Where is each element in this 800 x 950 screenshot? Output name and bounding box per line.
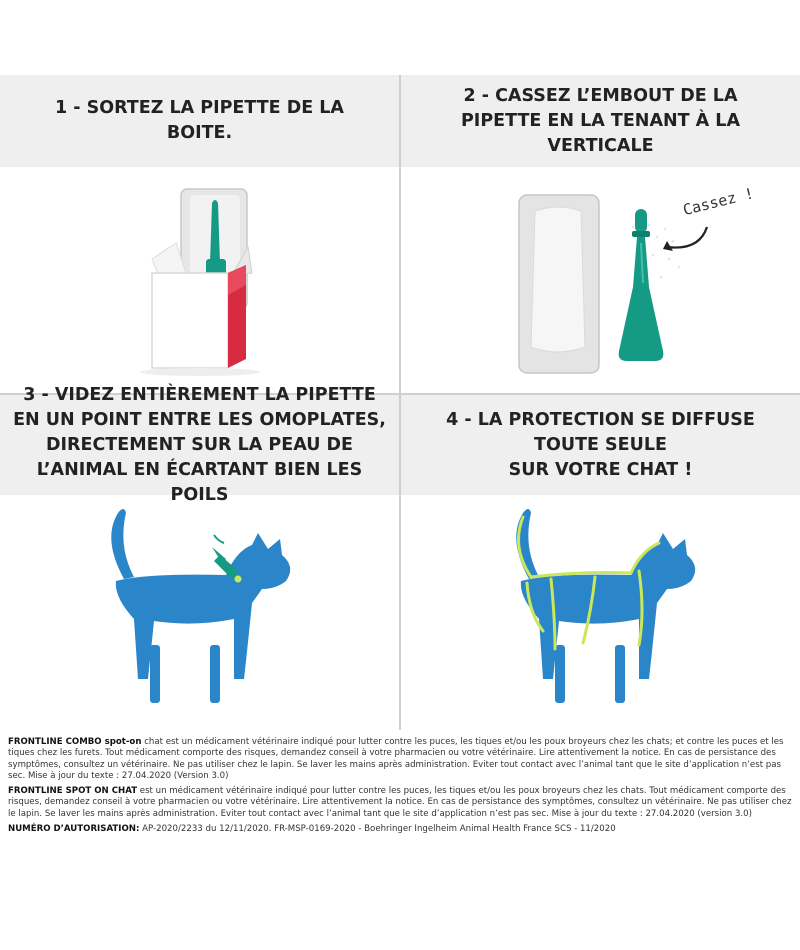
instruction-grid	[0, 75, 800, 730]
legal-auth-text: AP-2020/2233 du 12/11/2020. FR-MSP-0169-2020 - Boehringer Ingelheim Animal Health France SCS - 11/2020	[139, 824, 616, 835]
step-1-panel	[0, 75, 399, 393]
legal-notice	[8, 737, 794, 839]
step-3-illustration	[0, 495, 399, 730]
step-2-panel	[401, 75, 800, 393]
step-4-heading	[401, 395, 800, 495]
step-3-panel	[0, 384, 399, 730]
step-4-panel	[401, 395, 800, 730]
legal-spot-text: est un médicament vétérinaire indiqué pour lutter contre les puces, les tiques et/ou les poux broyeurs chez les chats. Tout médicament comporte des risques, demandez conseil à votre pharmacien ou votre vétérinaire. Lire attentivement la notice. En cas de persistance des symptômes, consultez un vétérinaire. Ne pas utiliser chez le lapin. Se laver les mains après administration. Eviter tout contact avec l’animal tant que le site d’application n’est pas sec. Mise à jour du texte : 27.04.2020 (version 3.0)	[8, 786, 792, 819]
blister-and-pipette-icon	[401, 167, 800, 393]
box-with-pipette-icon	[0, 167, 399, 393]
step-2-illustration	[401, 167, 800, 393]
step-1-illustration	[0, 167, 399, 393]
legal-auth-paragraph	[8, 824, 794, 835]
step-3-heading	[0, 384, 399, 505]
legal-spot-name: FRONTLINE SPOT ON CHAT	[8, 786, 138, 797]
step-3-label: 3 - VIDEZ ENTIÈREMENT LA PIPETTE EN UN POINT ENTRE LES OMOPLATES, DIRECTEMENT SUR LA PEAU DE L’ANIMAL EN ÉCARTANT BIEN LES POILS	[13, 384, 386, 505]
legal-combo-text: chat est un médicament vétérinaire indiqué pour lutter contre les puces, les tiques et/ou les poux broyeurs chez les chats; et contre les puces et les tiques chez les furets. Tout médicament comporte des risques, demandez conseil à votre pharmacien ou votre vétérinaire. Lire attentivement la notice. En cas de persistance des symptômes, consultez un vétérinaire. Ne pas utiliser chez le lapin. Se laver les mains après administration. Eviter tout contact avec l’animal tant que le site d’application n’est pas sec. Mise à jour du texte : 27.04.2020 (Version 3.0)	[8, 737, 784, 781]
step-1-heading	[0, 75, 399, 167]
legal-auth-label: NUMÉRO D’AUTORISATION:	[8, 824, 140, 835]
step-4-label: 4 - LA PROTECTION SE DIFFUSE TOUTE SEULE SUR VOTRE CHAT !	[446, 409, 755, 480]
cat-application-icon	[0, 495, 399, 730]
step-2-heading	[401, 75, 800, 167]
step-1-label: 1 - SORTEZ LA PIPETTE DE LA BOITE.	[55, 98, 344, 143]
cat-diffusion-icon	[401, 495, 800, 730]
legal-spot-paragraph	[8, 786, 794, 820]
legal-combo-paragraph	[8, 737, 794, 782]
cassez-annotation: Cassez !	[681, 184, 756, 220]
step-4-illustration	[401, 495, 800, 730]
step-2-label: 2 - CASSEZ L’EMBOUT DE LA PIPETTE EN LA TENANT À LA VERTICALE	[460, 85, 740, 156]
legal-combo-name: FRONTLINE COMBO spot-on	[8, 737, 142, 747]
